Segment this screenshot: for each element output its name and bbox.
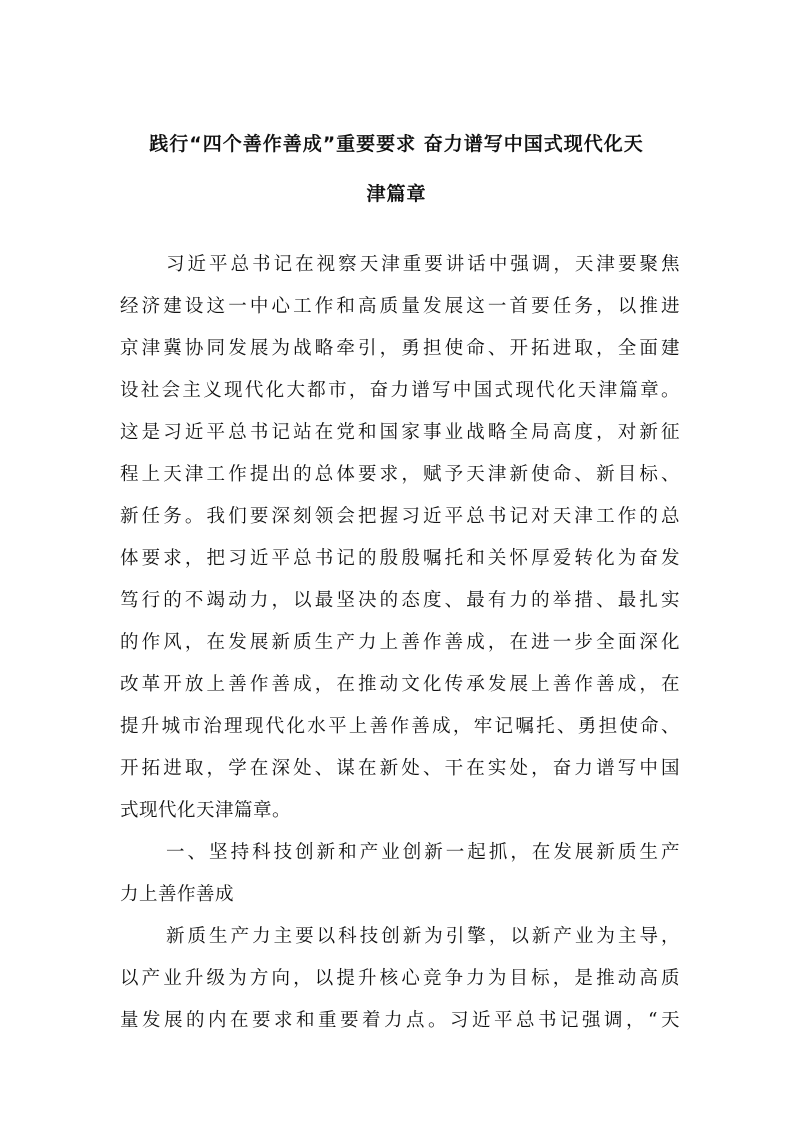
document-title-line-2: 津篇章 [366,183,427,205]
body-line: 的作风，在发展新质生产力上善作善成，在进一步全面深化 [120,632,680,653]
section-heading-line: 一、坚持科技创新和产业创新一起抓，在发展新质生产 [166,842,680,863]
body-line: 开拓进取，学在深处、谋在新处、干在实处，奋力谱写中国 [120,758,680,779]
body-line: 体要求，把习近平总书记的殷殷嘱托和关怀厚爱转化为奋发 [120,548,680,569]
body-line: 以产业升级为方向，以提升核心竞争力为目标，是推动高质 [120,968,680,989]
body-line: 设社会主义现代化大都市，奋力谱写中国式现代化天津篇章。 [120,380,680,401]
body-line: 式现代化天津篇章。 [120,800,292,821]
body-line: 新质生产力主要以科技创新为引擎，以新产业为主导， [166,926,680,947]
body-line: 习近平总书记在视察天津重要讲话中强调，天津要聚焦 [166,254,680,275]
body-line: 新任务。我们要深刻领会把握习近平总书记对天津工作的总 [120,506,680,527]
body-line: 提升城市治理现代化水平上善作善成，牢记嘱托、勇担使命、 [120,716,680,737]
body-line: 程上天津工作提出的总体要求，赋予天津新使命、新目标、 [120,464,680,485]
body-line: 笃行的不竭动力，以最坚决的态度、最有力的举措、最扎实 [120,590,680,611]
document-title-line-1: 践行“四个善作善成”重要要求 奋力谱写中国式现代化天 [149,133,644,155]
body-line: 这是习近平总书记站在党和国家事业战略全局高度，对新征 [120,422,680,443]
body-line: 京津冀协同发展为战略牵引，勇担使命、开拓进取，全面建 [120,338,680,359]
section-heading-line: 力上善作善成 [120,884,235,905]
body-line: 量发展的内在要求和重要着力点。习近平总书记强调，“天 [120,1010,680,1031]
body-line: 改革开放上善作善成，在推动文化传承发展上善作善成，在 [120,674,680,695]
body-line: 经济建设这一中心工作和高质量发展这一首要任务，以推进 [120,296,680,317]
